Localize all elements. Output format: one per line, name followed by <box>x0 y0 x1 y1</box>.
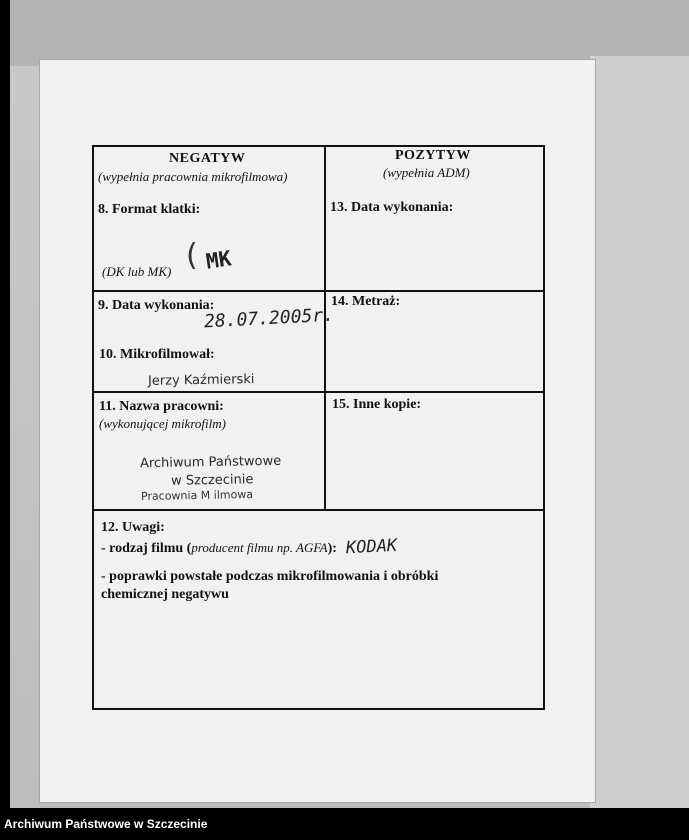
stamp-line-2: w Szczecinie <box>170 472 254 489</box>
form-border-top <box>92 145 545 147</box>
film-type-line <box>101 537 398 557</box>
form-border-bottom <box>92 708 545 710</box>
film-type-prefix: - rodzaj filmu ( <box>101 541 192 556</box>
field13-label: 13. Data wykonania: <box>330 200 454 215</box>
scan-top-band <box>10 0 689 66</box>
field11-label: 11. Nazwa pracowni: <box>99 399 224 414</box>
field15-label: 15. Inne kopie: <box>332 397 422 412</box>
corrections-line-2: chemicznej negatywu <box>101 587 229 602</box>
field8-label: 8. Format klatki: <box>98 202 201 217</box>
film-type-suffix: ): <box>327 541 337 556</box>
form-row-divider-1 <box>92 290 545 292</box>
field10-value: Jerzy Kaźmierski <box>147 372 255 389</box>
pozytyw-title: POZYTYW <box>395 148 471 163</box>
pozytyw-subtitle: (wypełnia ADM) <box>383 165 470 180</box>
field8-value: MK <box>204 246 233 274</box>
field9-label: 9. Data wykonania: <box>98 298 215 313</box>
stamp-line-3: Pracownia M ilmowa <box>140 488 254 503</box>
form-border-left <box>92 145 94 710</box>
corrections-line-1: - poprawki powstałe podczas mikrofilmowania i obróbki <box>101 569 439 584</box>
form-border-right <box>543 145 545 710</box>
field10-label: 10. Mikrofilmował: <box>99 347 215 362</box>
field8-hint: (DK lub MK) <box>102 264 172 279</box>
form-row-divider-3 <box>92 509 545 511</box>
archive-caption: Archiwum Państwowe w Szczecinie <box>4 817 208 831</box>
field11-hint: (wykonującej mikrofilm) <box>99 416 226 431</box>
field14-label: 14. Metraż: <box>331 294 401 309</box>
field8-bracket: ( <box>186 238 198 273</box>
film-type-hint: producent filmu np. AGFA <box>191 540 328 555</box>
stamp-line-1: Archiwum Państwowe <box>139 453 282 472</box>
film-type-value: KODAK <box>345 535 399 559</box>
microfilm-form-sheet <box>40 60 595 802</box>
form-column-divider <box>324 145 326 511</box>
scan-background <box>10 0 689 808</box>
negatyw-subtitle: (wypełnia pracownia mikrofilmowa) <box>98 169 288 184</box>
form-row-divider-2 <box>92 391 545 393</box>
field12-label: 12. Uwagi: <box>101 520 165 535</box>
field9-value: 28.07.2005r. <box>203 304 335 333</box>
backing-board <box>590 56 689 808</box>
negatyw-title: NEGATYW <box>169 151 246 166</box>
